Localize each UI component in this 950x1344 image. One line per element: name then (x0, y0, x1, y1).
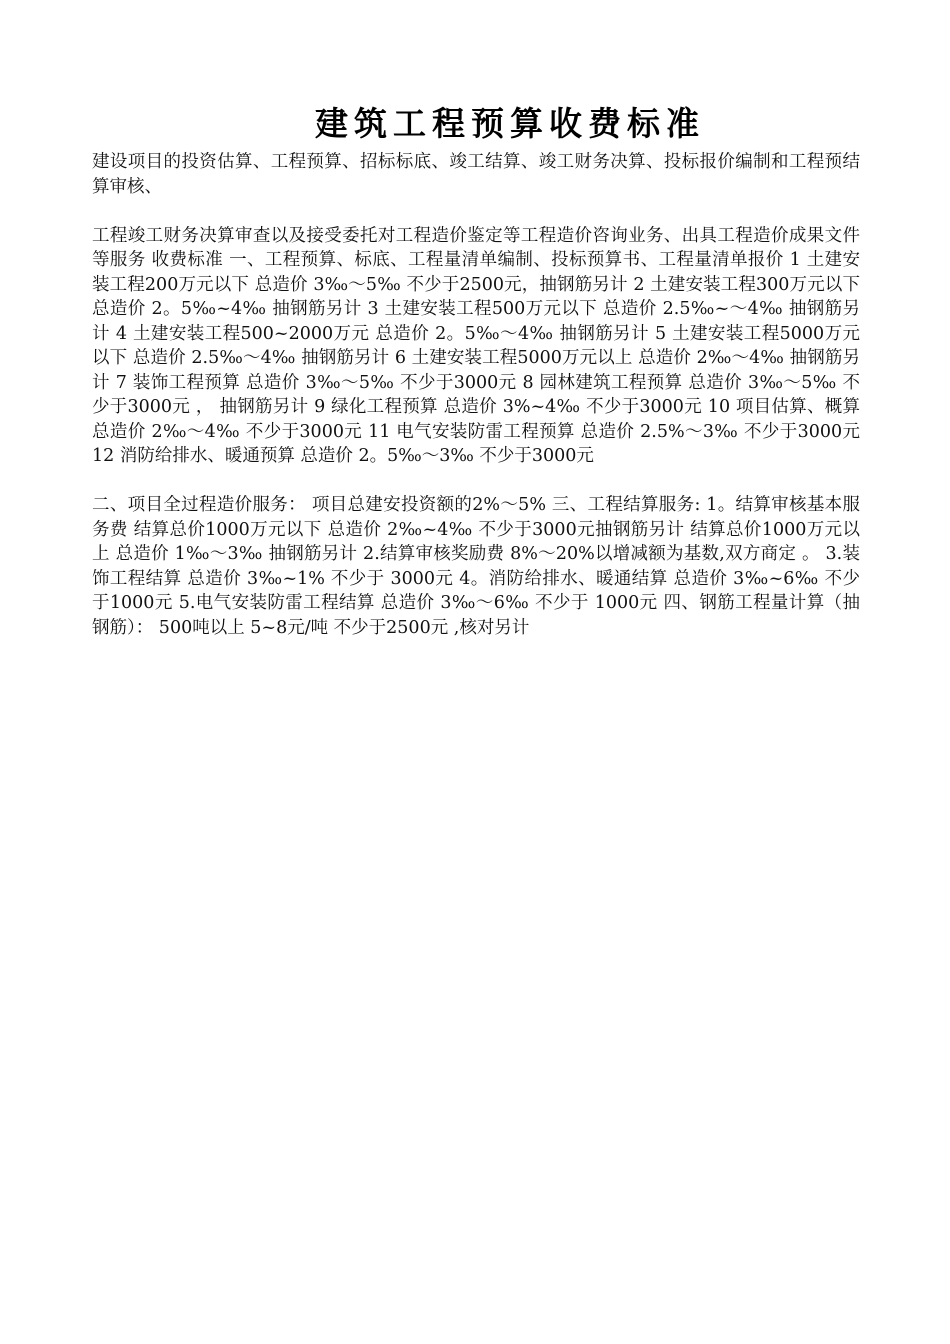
paragraph-settlement-fees: 二、项目全过程造价服务： 项目总建安投资额的2%～5% 三、工程结算服务: 1。结算审核基本服务费 结算总价1000万元以下 总造价 2‰~4‰ 不少于3000元抽钢筋另计 结算总价1000万元以上 总造价 1‰～3‰ 抽钢筋另计 2.结算审核奖励费 8%～20%以增减额为基数,双方商定 。 3.装饰工程结算 总造价 3‰~1% 不少于 3000元 4。消防给排水、暖通结算 总造价 3‰~6‰ 不少于1000元 5.电气安装防雷工程结算 总造价 3‰～6‰ 不少于 1000元 四、钢筋工程量计算（抽钢筋）： 500吨以上 5~8元/吨 不少于2500元 ,核对另计 (92, 495, 860, 638)
paragraph-budget-fees: 工程竣工财务决算审查以及接受委托对工程造价鉴定等工程造价咨询业务、出具工程造价成果文件等服务 收费标准 一、工程预算、标底、工程量清单编制、投标预算书、工程量清单报价 1 土建安装工程200万元以下 总造价 3‰～5‰ 不少于2500元，抽钢筋另计 2 土建安装工程300万元以下 总造价 2。5‰~4‰ 抽钢筋另计 3 土建安装工程500万元以下 总造价 2.5‰~～4‰ 抽钢筋另计 4 土建安装工程500~2000万元 总造价 2。5‰～4‰ 抽钢筋另计 5 土建安装工程5000万元以下 总造价 2.5‰～4‰ 抽钢筋另计 6 土建安装工程5000万元以上 总造价 2‰～4‰ 抽钢筋另计 7 装饰工程预算 总造价 3‰～5‰ 不少于3000元 8 园林建筑工程预算 总造价 3‰～5‰ 不少于3000元 ， 抽钢筋另计 9 绿化工程预算 总造价 3%~4‰ 不少于3000元 10 项目估算、概算 总造价 2‰～4‰ 不少于3000元 11 电气安装防雷工程预算 总造价 2.5%～3‰ 不少于3000元 12 消防给排水、暖通预算 总造价 2。5‰～3‰ 不少于3000元 (92, 225, 860, 466)
paragraph-scope: 建设项目的投资估算、工程预算、招标标底、竣工结算、竣工财务决算、投标报价编制和工程预结算审核、 (92, 152, 860, 197)
paragraph-gap (92, 469, 860, 494)
document-body (92, 150, 860, 640)
document-title: 建筑工程预算收费标准 (315, 104, 705, 143)
paragraph-gap (92, 199, 860, 224)
